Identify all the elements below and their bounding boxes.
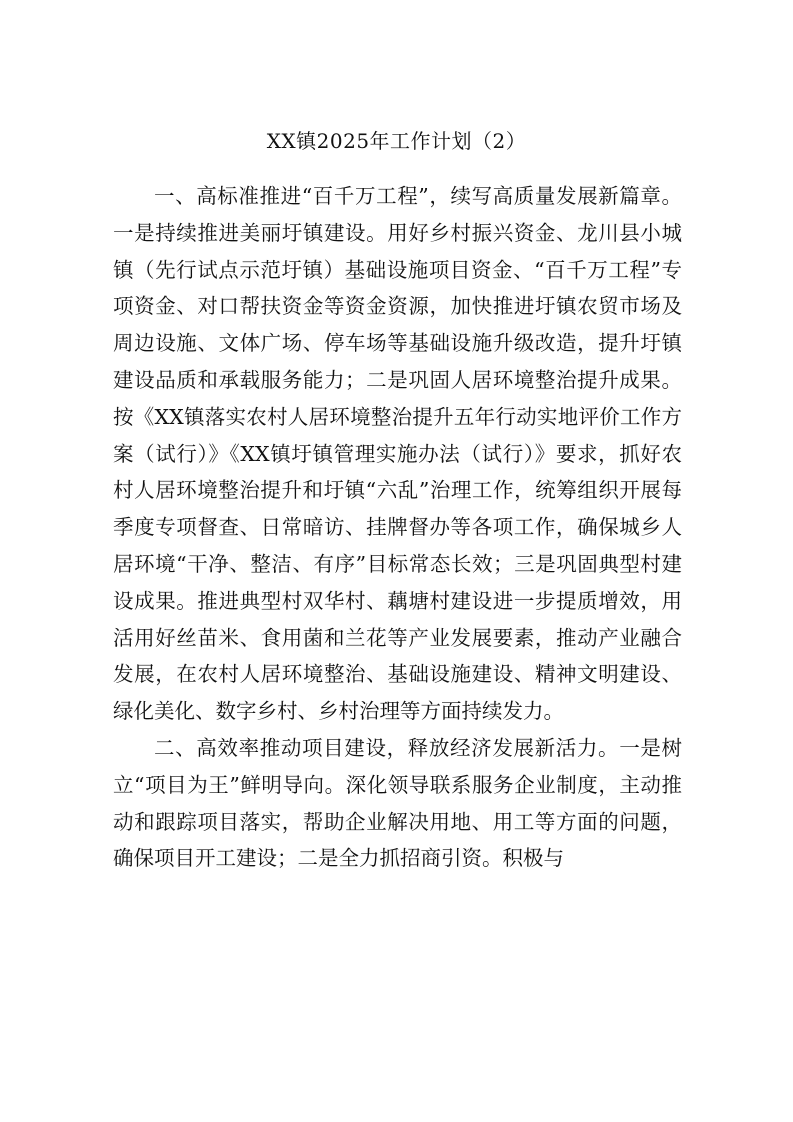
document-body	[113, 178, 682, 877]
document-title: XX镇2025年工作计划（2）	[266, 129, 527, 153]
paragraph-2: 二、高效率推动项目建设，释放经济发展新活力。一是树立“项目为王”鲜明导向。深化领导联系服务企业制度，主动推动和跟踪项目落实，帮助企业解决用地、用工等方面的问题，确保项目开工建设；二是全力抓招商引资。积极与	[113, 735, 682, 871]
paragraph-1: 一、高标准推进“百千万工程”，续写高质量发展新篇章。一是持续推进美丽圩镇建设。用好乡村振兴资金、龙川县小城镇（先行试点示范圩镇）基础设施项目资金、“百千万工程”专项资金、对口帮扶资金等资金资源，加快推进圩镇农贸市场及周边设施、文体广场、停车场等基础设施升级改造，提升圩镇建设品质和承载服务能力；二是巩固人居环境整治提升成果。按《XX镇落实农村人居环境整治提升五年行动实地评价工作方案（试行）》《XX镇圩镇管理实施办法（试行）》要求，抓好农村人居环境整治提升和圩镇“六乱”治理工作，统筹组织开展每季度专项督查、日常暗访、挂牌督办等各项工作，确保城乡人居环境“干净、整洁、有序”目标常态长效；三是巩固典型村建设成果。推进典型村双华村、藕塘村建设进一步提质增效，用活用好丝苗米、食用菌和兰花等产业发展要素，推动产业融合发展，在农村人居环境整治、基础设施建设、精神文明建设、绿化美化、数字乡村、乡村治理等方面持续发力。	[113, 184, 682, 724]
